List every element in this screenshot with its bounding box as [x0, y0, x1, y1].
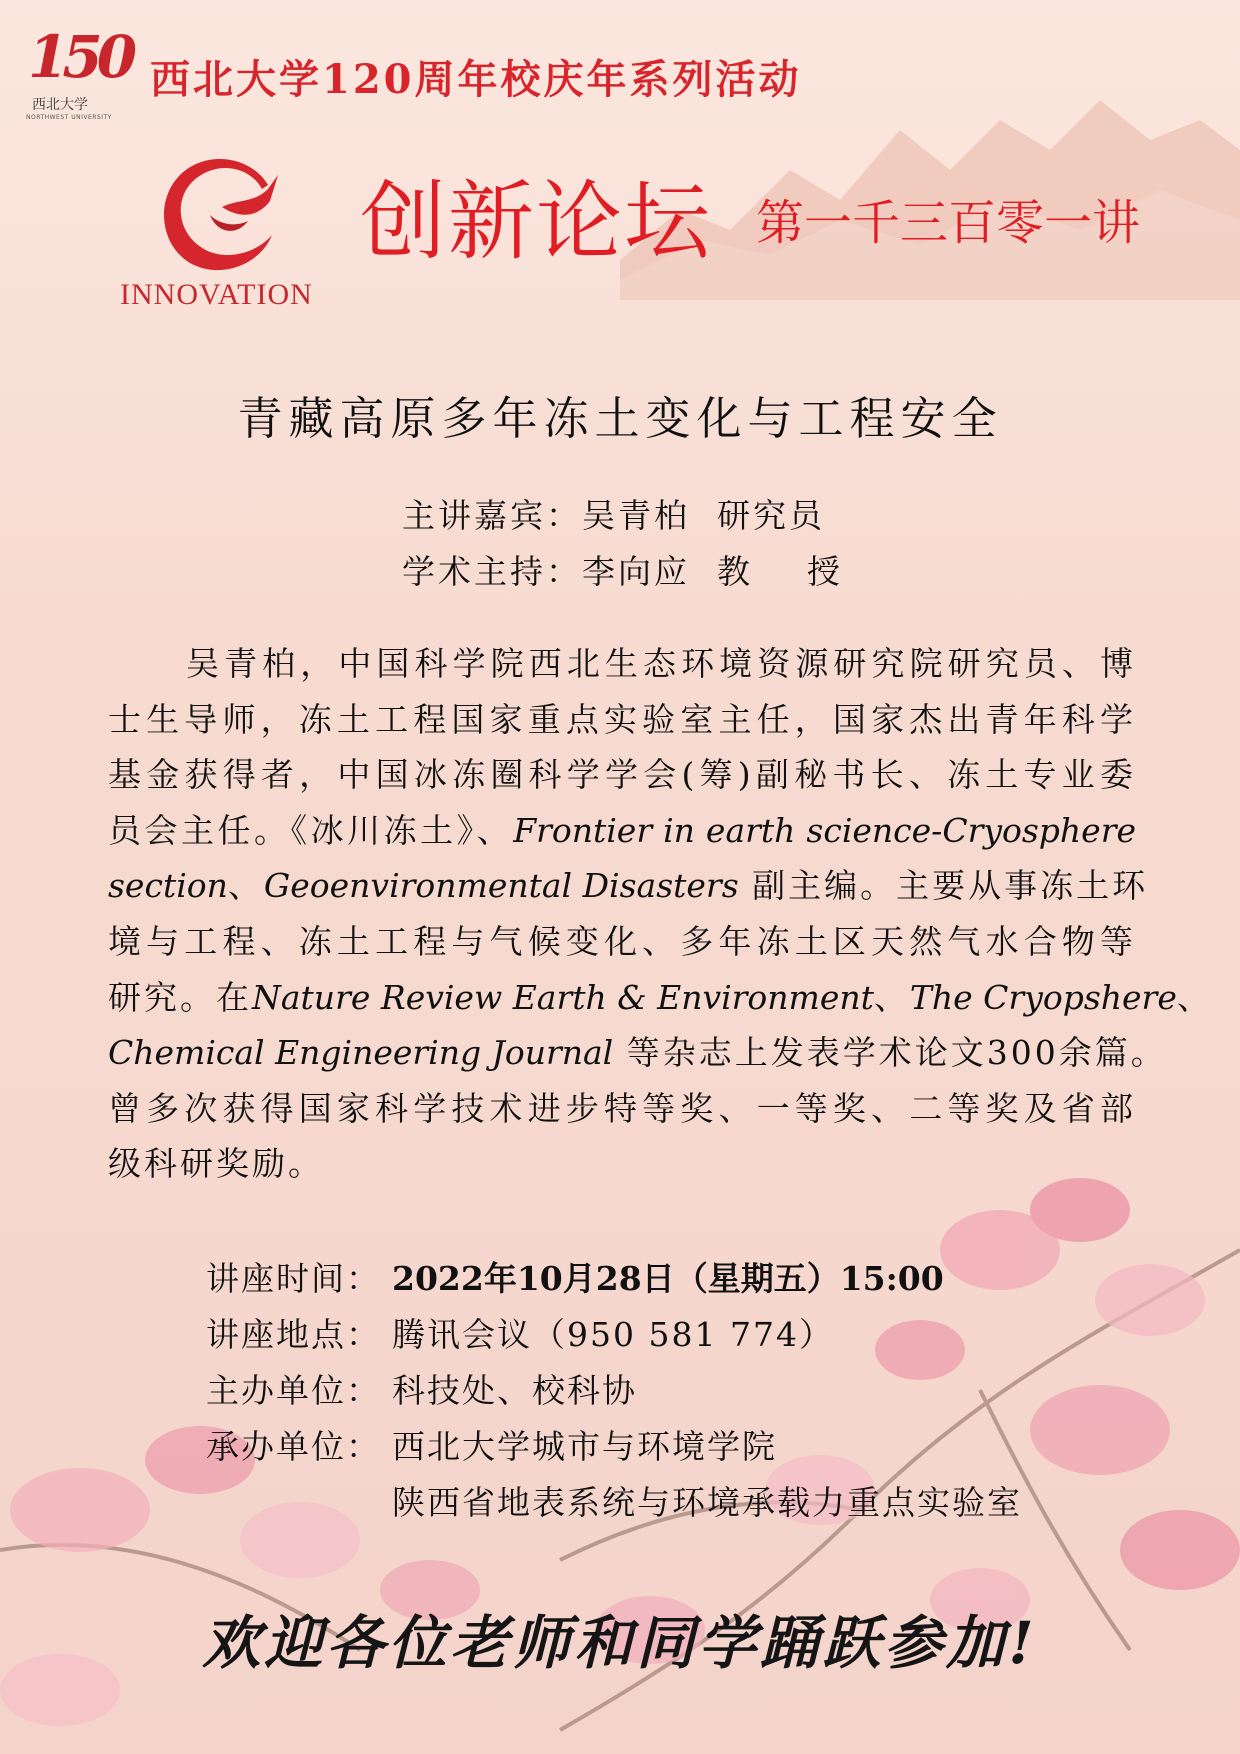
bio-line	[108, 970, 1213, 1026]
undertaker-label: 承办单位：	[206, 1427, 381, 1466]
forum-lecture-number: 第一千三百零一讲	[756, 195, 1141, 251]
host-label: 学术主持：	[402, 552, 582, 591]
speaker-row	[402, 488, 843, 544]
place-label: 讲座地点：	[206, 1315, 381, 1354]
lecture-people	[402, 488, 843, 600]
series-title: 西北大学120周年校庆年系列活动	[150, 56, 802, 103]
bio-text: 等杂志上发表学术论文300余篇。	[613, 1033, 1167, 1073]
bio-text: 副主编。主要从事冻土环	[738, 866, 1149, 906]
anniversary-logo-mark: 150	[28, 23, 132, 91]
place-value: 腾讯会议（950 581 774）	[392, 1315, 834, 1354]
anniversary-logo	[24, 22, 132, 134]
lecture-title: 青藏高原多年冻土变化与工程安全	[237, 392, 1003, 445]
bio-text: 员会主任。《冰川冻土》、	[108, 810, 514, 850]
journal-name: Frontier in earth science-Cryosphere	[513, 810, 1137, 850]
speaker-biography	[108, 636, 1213, 1192]
lecture-info	[206, 1251, 1022, 1531]
forum-title: 创新论坛	[360, 172, 712, 272]
welcome-slogan: 欢迎各位老师和同学踊跃参加!	[202, 1609, 1038, 1677]
undertaker-row	[206, 1419, 1022, 1475]
journal-name: Geoenvironmental Disasters	[263, 866, 739, 906]
bio-line	[108, 803, 1136, 859]
journal-name: Chemical Engineering Journal	[108, 1033, 614, 1073]
anniversary-logo-school-en: NORTHWEST UNIVERSITY	[26, 114, 112, 121]
host-name: 李向应 教 授	[582, 552, 843, 591]
organizer-value: 科技处、校科协	[392, 1371, 637, 1410]
journal-name: section	[108, 866, 228, 906]
bio-line: 吴青柏，中国科学院西北生态环境资源研究院研究员、博	[186, 644, 1136, 683]
innovation-logo-icon	[150, 145, 290, 275]
bio-text: 、	[1176, 977, 1213, 1017]
journal-name: Nature Review Earth & Environment	[252, 977, 874, 1017]
innovation-logo-text: INNOVATION	[120, 278, 313, 311]
journal-name: The Cryopshere	[909, 977, 1177, 1017]
time-label: 讲座时间：	[206, 1259, 381, 1298]
bio-line: 级科研奖励。	[108, 1144, 324, 1184]
undertaker-value: 西北大学城市与环境学院	[392, 1427, 777, 1466]
bio-line: 曾多次获得国家科学技术进步特等奖、一等奖、二等奖及省部	[108, 1088, 1136, 1128]
undertaker-value: 陕西省地表系统与环境承载力重点实验室	[392, 1483, 1022, 1522]
bio-line: 士生导师，冻土工程国家重点实验室主任，国家杰出青年科学	[108, 699, 1136, 739]
organizer-label: 主办单位：	[206, 1371, 381, 1410]
place-row	[206, 1307, 1022, 1363]
organizer-row	[206, 1363, 1022, 1419]
bio-line	[108, 858, 1149, 914]
time-value: 2022年10月28日（星期五）15:00	[392, 1259, 944, 1298]
bio-line	[108, 1025, 1167, 1081]
bio-text: 研究。在	[108, 977, 252, 1017]
bio-text: 、	[873, 977, 910, 1017]
undertaker-row-2	[206, 1475, 1022, 1531]
host-row	[402, 544, 843, 600]
speaker-label: 主讲嘉宾：	[402, 496, 582, 535]
speaker-name: 吴青柏 研究员	[582, 496, 825, 535]
anniversary-logo-school: 西北大学	[32, 97, 88, 113]
bio-line: 基金获得者，中国冰冻圈科学学会(筹)副秘书长、冻土专业委	[108, 755, 1136, 795]
time-row	[206, 1251, 1022, 1307]
bio-line: 境与工程、冻土工程与气候变化、多年冻土区天然气水合物等	[108, 921, 1136, 961]
bio-text: 、	[227, 866, 264, 906]
